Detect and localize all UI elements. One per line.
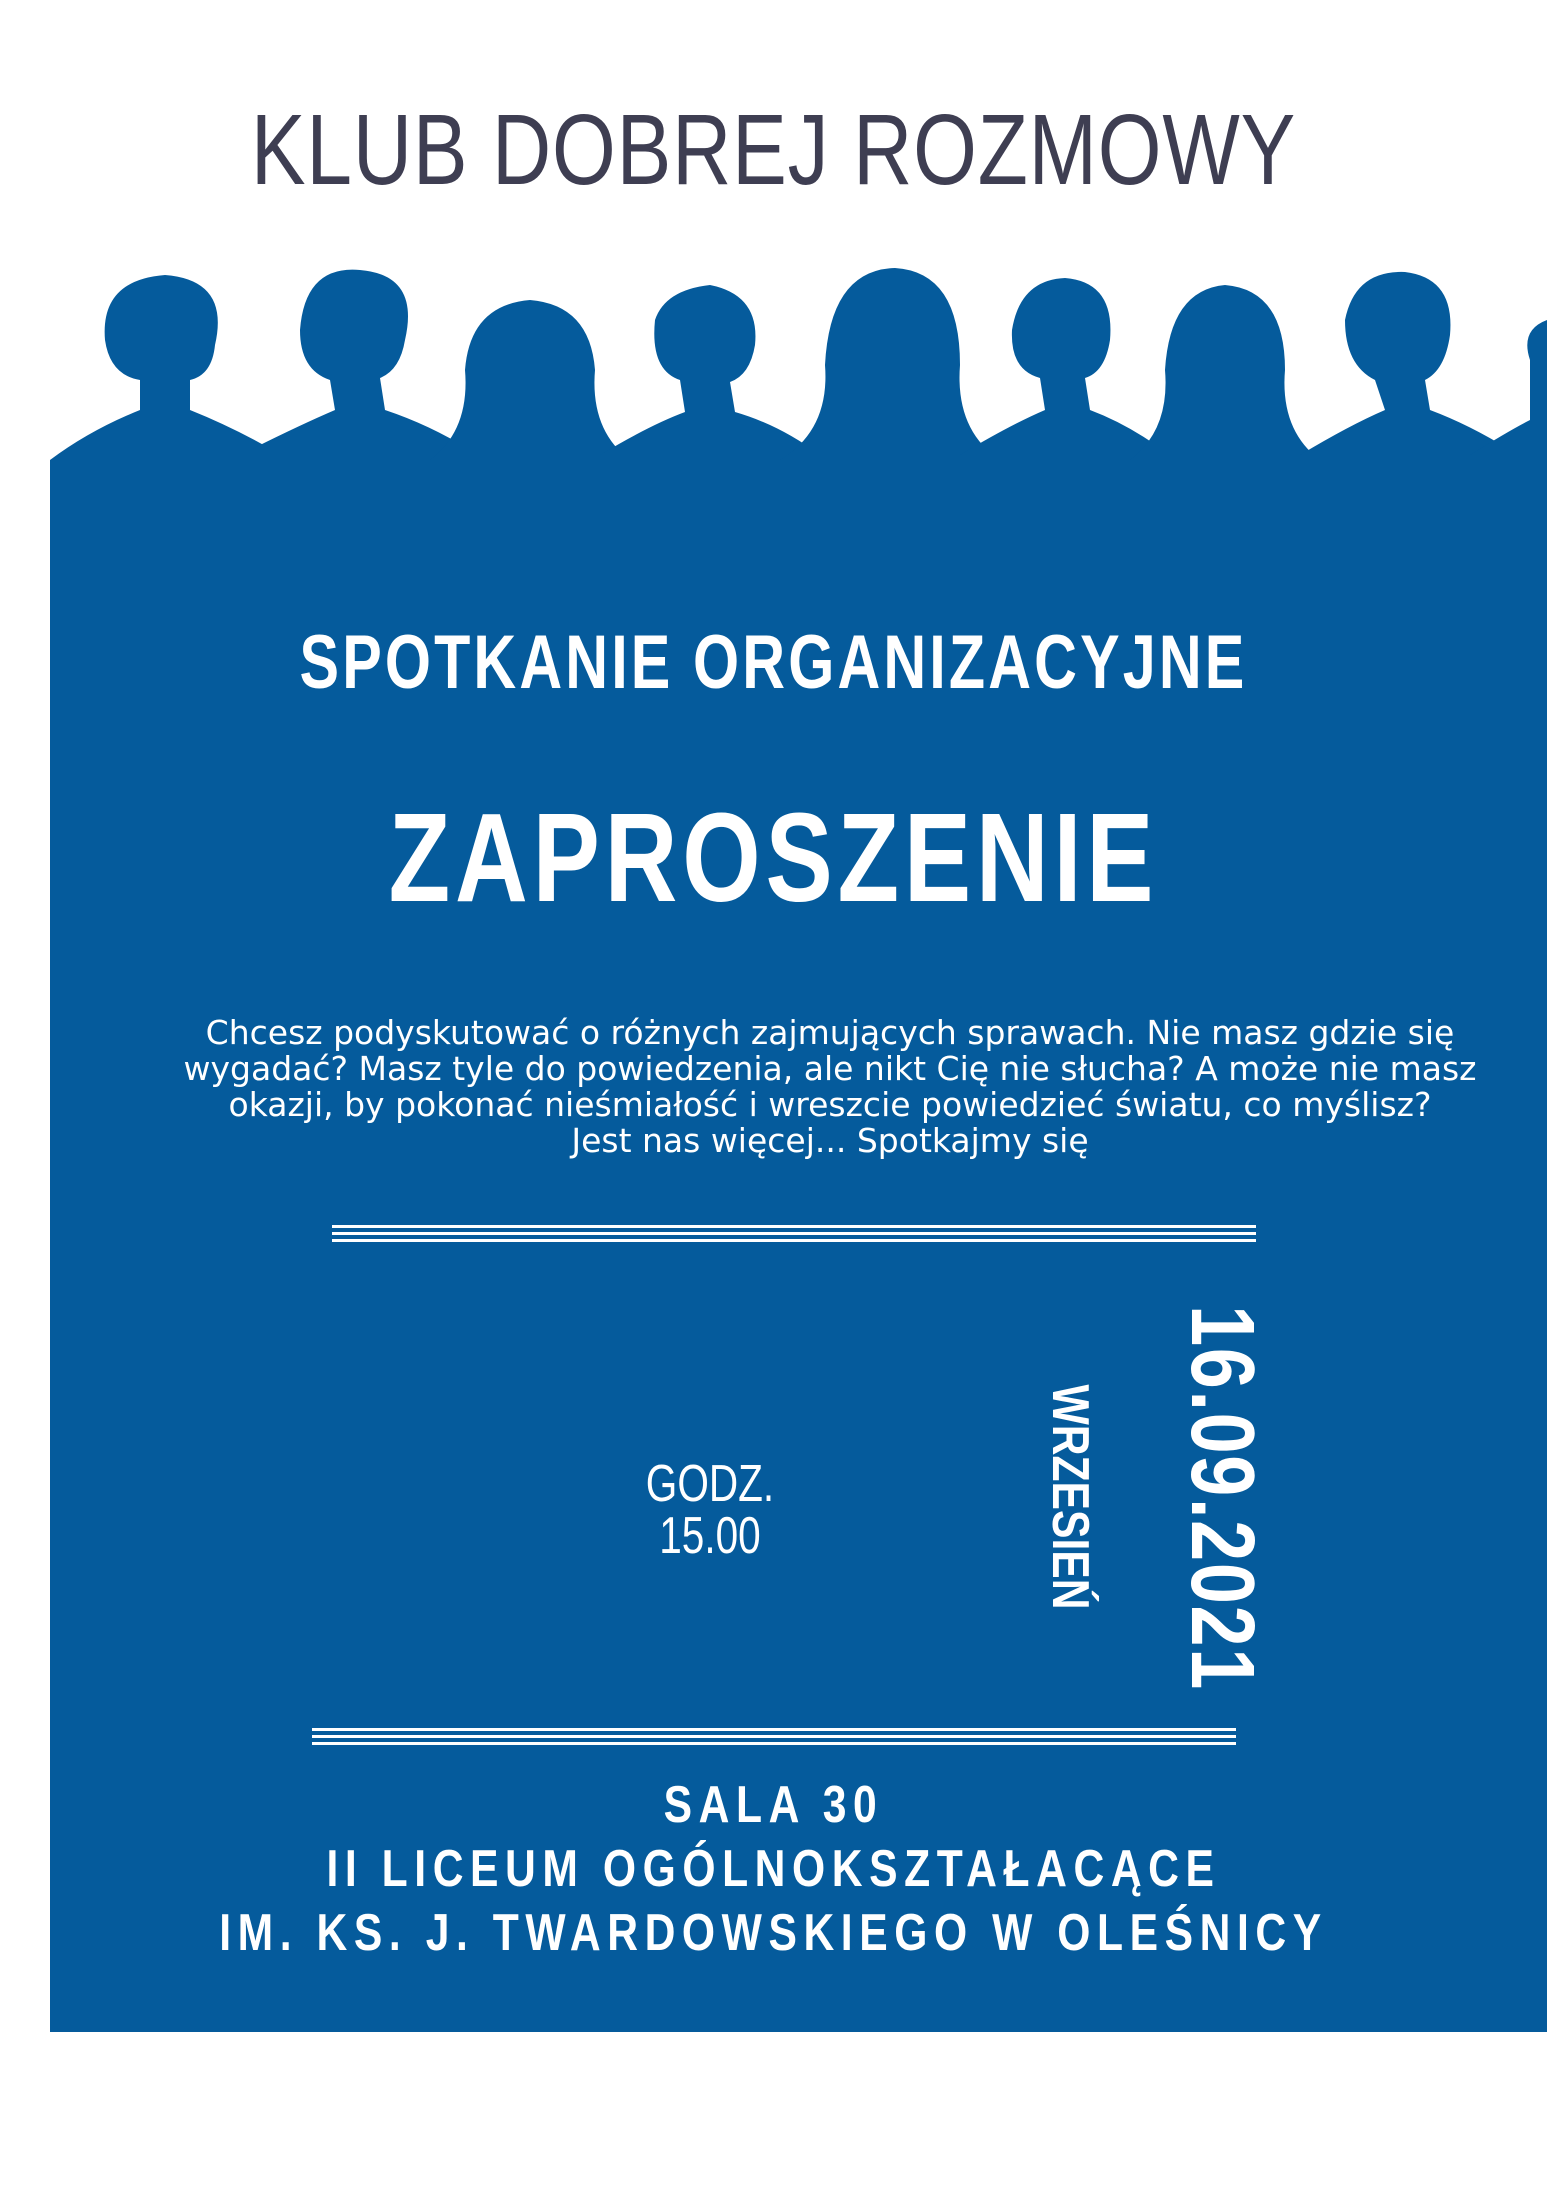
body-text — [150, 1015, 1510, 1159]
body-line: okazji, by pokonać nieśmiałość i wreszcie powiedzieć światu, co myślisz? — [228, 1085, 1432, 1124]
body-line: Jest nas więcej... Spotkajmy się — [571, 1121, 1089, 1160]
people-silhouettes-icon — [0, 260, 1547, 500]
venue-school-patron: IM. KS. J. TWARDOWSKIEGO W OLEŚNICY — [219, 1904, 1328, 1962]
divider-bottom — [312, 1728, 1236, 1746]
meeting-time: GODZ. 15.00 — [645, 1455, 775, 1565]
venue-school: II LICEUM OGÓLNOKSZTAŁACĄCE — [326, 1840, 1221, 1898]
body-line: Chcesz podyskutować o różnych zajmujących sprawach. Nie masz gdzie się — [205, 1013, 1455, 1052]
meeting-date: 16.09.2021 — [1172, 1305, 1272, 1691]
body-line: wygadać? Masz tyle do powiedzenia, ale nikt Cię nie słucha? A może nie masz — [183, 1049, 1477, 1088]
silhouette-person-7 — [1130, 285, 1320, 500]
subtitle: SPOTKANIE ORGANIZACYJNE — [299, 620, 1248, 705]
venue-room: SALA 30 — [663, 1776, 884, 1834]
divider-top — [332, 1225, 1256, 1243]
meeting-month: WRZESIEŃ — [1041, 1384, 1099, 1610]
heading: ZAPROSZENIE — [388, 787, 1159, 928]
poster-title: KLUB DOBREJ ROZMOWY — [250, 94, 1297, 206]
